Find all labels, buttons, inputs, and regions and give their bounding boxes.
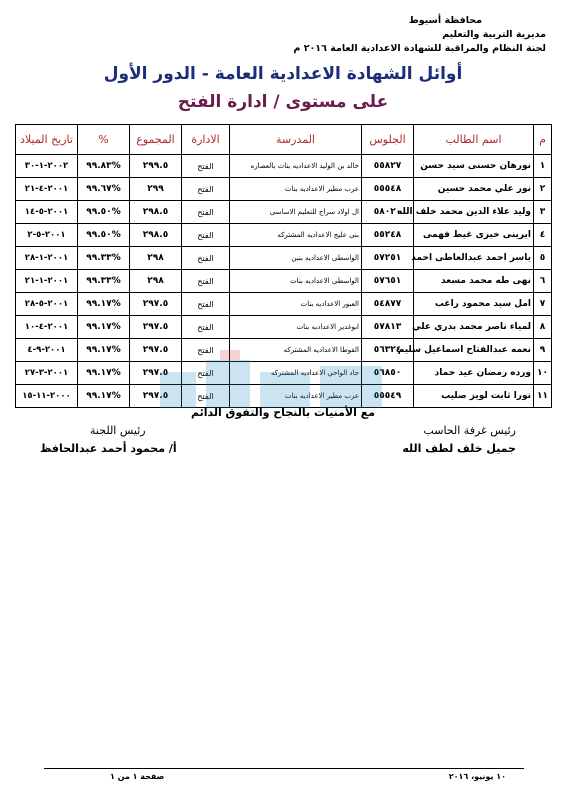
- cell-name: نور علي محمد حسين: [414, 178, 534, 201]
- cell-total: ٢٩٧.٥: [130, 316, 182, 339]
- cell-admin: الفتح: [182, 385, 230, 408]
- cell-seat: ٥٥٥٤٩: [362, 385, 414, 408]
- col-header-name: اسم الطالب: [414, 125, 534, 155]
- cell-name: ايرينى خيرى غيط فهمى: [414, 224, 534, 247]
- cell-school: ال اولاد سراج للتعليم الاساسى: [230, 201, 362, 224]
- cell-school: ابوغدير الاعداديه بنات: [230, 316, 362, 339]
- cell-pct: %٩٩.٥٠: [78, 201, 130, 224]
- cell-seat: ٥٥٢٤٨: [362, 224, 414, 247]
- page-subtitle: على مستوى / ادارة الفتح: [177, 92, 389, 112]
- col-header-seat: الجلوس: [362, 125, 414, 155]
- cell-dob: ٢٠٠٢-١-٣٠: [16, 155, 78, 178]
- col-header-total: المجموع: [130, 125, 182, 155]
- cell-admin: الفتح: [182, 362, 230, 385]
- cell-dob: ٢٠٠١-٥-٢٨: [16, 293, 78, 316]
- cell-num: ٩: [534, 339, 552, 362]
- cell-dob: ٢٠٠١-٩-٤: [16, 339, 78, 362]
- cell-dob: ٢٠٠١-٥-٢: [16, 224, 78, 247]
- table-row: [16, 385, 552, 408]
- cell-dob: ٢٠٠١-١-٢٨: [16, 247, 78, 270]
- wishes-line: مع الأمنيات بالنجاح والتفوق الدائم: [190, 406, 376, 419]
- cell-num: ١١: [534, 385, 552, 408]
- cell-name: لمياء ناصر محمد بدري علي: [414, 316, 534, 339]
- cell-admin: الفتح: [182, 270, 230, 293]
- cell-num: ٦: [534, 270, 552, 293]
- table-header-row: [16, 125, 552, 155]
- cell-total: ٢٩٧.٥: [130, 339, 182, 362]
- cell-school: خالد بن الوليد الاعداديه بنات بالعصاره: [230, 155, 362, 178]
- cell-dob: ٢٠٠١-١-٢١: [16, 270, 78, 293]
- cell-pct: %٩٩.٥٠: [78, 224, 130, 247]
- cell-admin: الفتح: [182, 178, 230, 201]
- signature-left-title: رئيس اللجنة: [90, 424, 146, 437]
- cell-num: ١: [534, 155, 552, 178]
- cell-admin: الفتح: [182, 155, 230, 178]
- cell-name: امل سيد محمود راغب: [414, 293, 534, 316]
- cell-dob: ٢٠٠٠-١١-١٥: [16, 385, 78, 408]
- cell-dob: ٢٠٠١-٤-٢١: [16, 178, 78, 201]
- signature-left-name: أ/ محمود أحمد عبدالحافظ: [40, 442, 177, 455]
- cell-num: ٢: [534, 178, 552, 201]
- cell-name: وليد علاء الدين محمد خلف الله: [414, 201, 534, 224]
- cell-num: ٣: [534, 201, 552, 224]
- cell-total: ٢٩٩.٥: [130, 155, 182, 178]
- cell-dob: ٢٠٠١-٥-١٤: [16, 201, 78, 224]
- cell-num: ٨: [534, 316, 552, 339]
- cell-seat: ٥٥٨٢٧: [362, 155, 414, 178]
- cell-total: ٢٩٨.٥: [130, 224, 182, 247]
- committee-line: لجنة النظام والمراقبة للشهادة الاعدادية العامة ٢٠١٦ م: [293, 43, 546, 54]
- cell-admin: الفتح: [182, 293, 230, 316]
- table-row: [16, 362, 552, 385]
- cell-pct: %٩٩.١٧: [78, 339, 130, 362]
- cell-school: بنى عليج الاعداديه المشتركه: [230, 224, 362, 247]
- footer-divider: [44, 768, 524, 769]
- cell-num: ٧: [534, 293, 552, 316]
- cell-dob: ٢٠٠١-٣-٢٧: [16, 362, 78, 385]
- table-row: [16, 178, 552, 201]
- directorate-line: مديرية التربية والتعليم: [442, 29, 546, 40]
- cell-school: عرب مطير الاعداديه بنات: [230, 178, 362, 201]
- cell-num: ١٠: [534, 362, 552, 385]
- cell-admin: الفتح: [182, 247, 230, 270]
- table-row: [16, 339, 552, 362]
- cell-admin: الفتح: [182, 224, 230, 247]
- cell-seat: ٥٦٨٥٠: [362, 362, 414, 385]
- cell-school: عرب مطير الاعداديه بنات: [230, 385, 362, 408]
- cell-name: ورده رمضان عيد حماد: [414, 362, 534, 385]
- cell-school: العبور الاعداديه بنات: [230, 293, 362, 316]
- table-row: [16, 155, 552, 178]
- cell-seat: ٥٨٠٢٠: [362, 201, 414, 224]
- cell-pct: %٩٩.١٧: [78, 385, 130, 408]
- results-table: [15, 124, 552, 408]
- cell-total: ٢٩٨: [130, 247, 182, 270]
- table-row: [16, 224, 552, 247]
- cell-pct: %٩٩.٦٧: [78, 178, 130, 201]
- cell-seat: ٥٦٣٢٤: [362, 339, 414, 362]
- signature-right-title: رئيس غرفة الحاسب: [423, 424, 516, 437]
- cell-dob: ٢٠٠١-٤-١٠: [16, 316, 78, 339]
- cell-pct: %٩٩.٨٣: [78, 155, 130, 178]
- cell-total: ٢٩٨: [130, 270, 182, 293]
- cell-school: جاد الواحي الاعداديه المشتركه: [230, 362, 362, 385]
- cell-seat: ٥٥٥٤٨: [362, 178, 414, 201]
- footer-page-number: صفحة ١ من ١: [110, 772, 165, 781]
- table-row: [16, 293, 552, 316]
- cell-total: ٢٩٨.٥: [130, 201, 182, 224]
- cell-name: نهى طه محمد مسعد: [414, 270, 534, 293]
- col-header-school: المدرسة: [230, 125, 362, 155]
- col-header-pct: %: [78, 125, 130, 155]
- cell-pct: %٩٩.١٧: [78, 293, 130, 316]
- cell-seat: ٥٧٦٥١: [362, 270, 414, 293]
- table-row: [16, 201, 552, 224]
- cell-school: الواسطى الاعداديه بنين: [230, 247, 362, 270]
- cell-admin: الفتح: [182, 316, 230, 339]
- cell-pct: %٩٩.٣٣: [78, 270, 130, 293]
- cell-num: ٤: [534, 224, 552, 247]
- cell-total: ٢٩٧.٥: [130, 293, 182, 316]
- cell-seat: ٥٧٢٥١: [362, 247, 414, 270]
- cell-pct: %٩٩.١٧: [78, 316, 130, 339]
- cell-name: نورهان حسنى سيد حسن: [414, 155, 534, 178]
- cell-seat: ٥٤٨٧٧: [362, 293, 414, 316]
- table-row: [16, 247, 552, 270]
- cell-admin: الفتح: [182, 339, 230, 362]
- cell-total: ٢٩٩: [130, 178, 182, 201]
- cell-pct: %٩٩.١٧: [78, 362, 130, 385]
- cell-seat: ٥٧٨١٣: [362, 316, 414, 339]
- table-row: [16, 270, 552, 293]
- cell-pct: %٩٩.٣٣: [78, 247, 130, 270]
- cell-school: القوطا الاعداديه المشتركه: [230, 339, 362, 362]
- cell-admin: الفتح: [182, 201, 230, 224]
- cell-school: الواسطى الاعداديه بنات: [230, 270, 362, 293]
- col-header-admin: الادارة: [182, 125, 230, 155]
- table-row: [16, 316, 552, 339]
- signature-right-name: جميل خلف لطف الله: [402, 442, 516, 455]
- col-header-num: م: [534, 125, 552, 155]
- footer-date: ١٠ يونيو، ٢٠١٦: [448, 772, 506, 781]
- cell-name: نعمه عبدالفتاح اسماعيل سليم: [414, 339, 534, 362]
- col-header-dob: تاريخ الميلاد: [16, 125, 78, 155]
- governorate-line: محافظة أسيوط: [408, 15, 482, 26]
- cell-total: ٢٩٧.٥: [130, 362, 182, 385]
- cell-total: ٢٩٧.٥: [130, 385, 182, 408]
- page-title: أوائل الشهادة الاعدادية العامة - الدور الأول: [103, 64, 463, 84]
- cell-name: ياسر احمد عبدالعاطى احمد: [414, 247, 534, 270]
- cell-num: ٥: [534, 247, 552, 270]
- cell-name: نورا ثابت لويز صليب: [414, 385, 534, 408]
